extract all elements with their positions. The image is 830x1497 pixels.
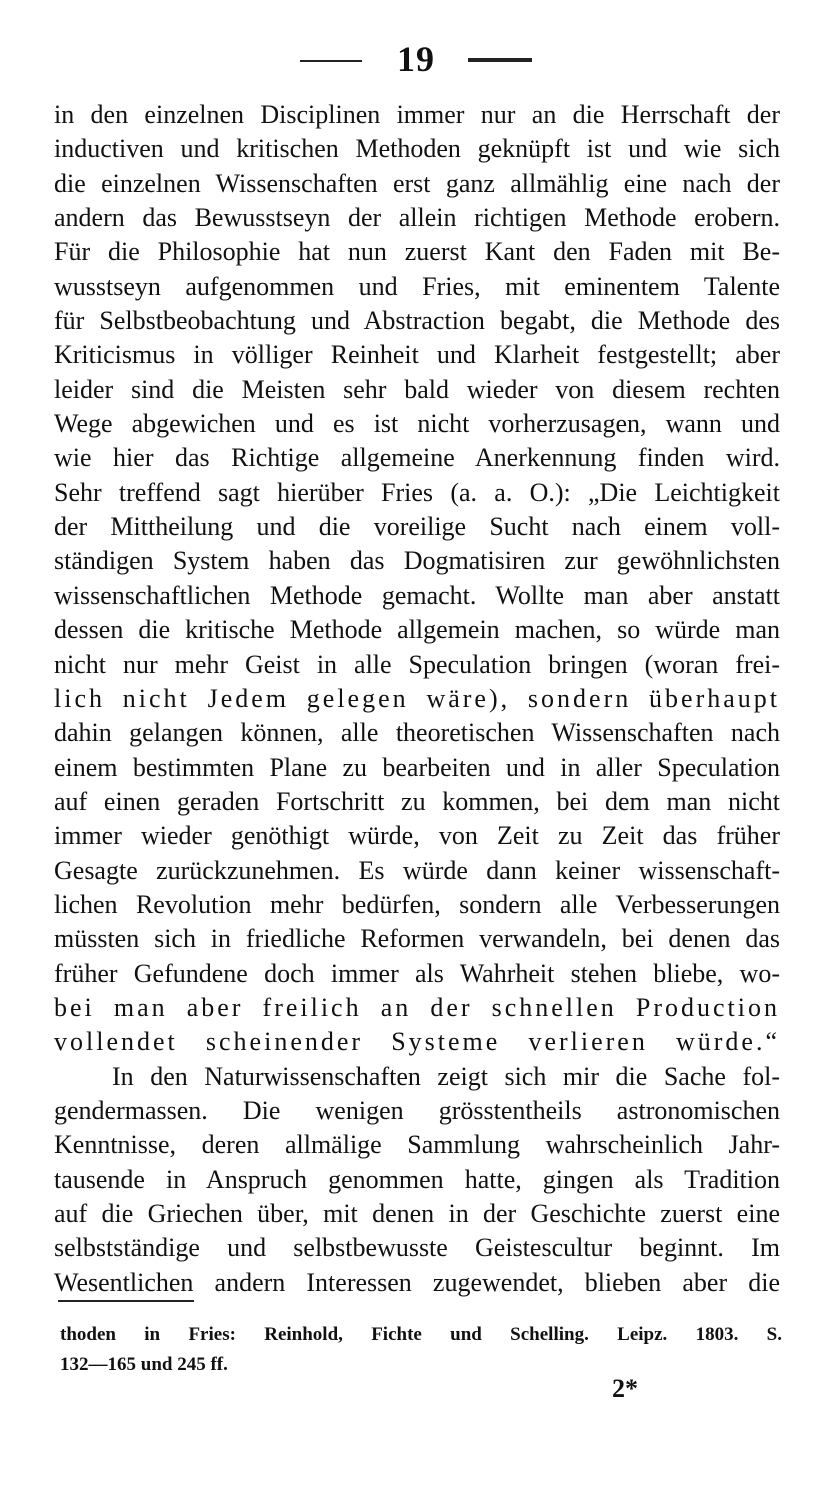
text-line: Kenntnisse, deren allmälige Sammlung wahrscheinlich Jahr- [54, 1130, 780, 1160]
footnote [60, 1320, 782, 1380]
text-line: lich nicht Jedem gelegen wäre), sondern überhaupt [54, 683, 780, 713]
text-line: inductiven und kritischen Methoden geknüpft ist und wie sich [54, 134, 780, 164]
footnote-line: 132—165 und 245 ff. [60, 1354, 228, 1375]
text-line: Kriticismus in völliger Reinheit und Klarheit festgestellt; aber [54, 340, 780, 370]
text-line: auf die Griechen über, mit denen in der Geschichte zuerst eine [54, 1199, 780, 1228]
text-line: selbstständige und selbstbewusste Geistescultur beginnt. Im [54, 1233, 780, 1263]
text-line: früher Gefundene doch immer als Wahrheit stehen bliebe, wo- [54, 958, 780, 988]
page-number: 19 [397, 39, 435, 79]
text-line: dessen die kritische Methode allgemein machen, so würde man [54, 615, 780, 645]
body-text [54, 98, 780, 1300]
text-line: Sehr treffend sagt hierüber Fries (a. a. O.): „Die Leichtigkeit [54, 477, 780, 507]
text-line: Gesagte zurückzunehmen. Es würde dann keiner wissenschaft- [54, 855, 780, 885]
header-rule-right [468, 58, 532, 62]
text-line: einem bestimmten Plane zu bearbeiten und in aller Speculation [54, 752, 780, 782]
text-line: bei man aber freilich an der schnellen Production [54, 992, 780, 1022]
text-line: immer wieder genöthigt würde, von Zeit zu Zeit das früher [54, 821, 780, 851]
signature-mark: 2* [612, 1374, 638, 1403]
text-line: andern das Bewusstseyn der allein richtigen Methode erobern. [54, 203, 780, 233]
footnote-line: thoden in Fries: Reinhold, Fichte und Schelling. Leipz. 1803. S. [60, 1324, 782, 1345]
text-line: Für die Philosophie hat nun zuerst Kant den Faden mit Be- [54, 237, 780, 267]
text-line: für Selbstbeobachtung und Abstraction begabt, die Methode des [54, 306, 780, 336]
header-rule-left [300, 60, 362, 62]
page-header [0, 36, 830, 86]
text-line: Wege abgewichen und es ist nicht vorherzusagen, wann und [54, 409, 780, 439]
text-line: der Mittheilung und die voreilige Sucht nach einem voll- [54, 512, 780, 542]
text-line: die einzelnen Wissenschaften erst ganz allmählig eine nach der [54, 168, 780, 198]
text-line: leider sind die Meisten sehr bald wieder von diesem rechten [54, 374, 780, 404]
text-line: auf einen geraden Fortschritt zu kommen, bei dem man nicht [54, 786, 780, 816]
text-line: ständigen System haben das Dogmatisiren zur gewöhnlichsten [54, 546, 780, 576]
text-line: müssten sich in friedliche Reformen verwandeln, bei denen das [54, 924, 780, 954]
paragraph-start-line: In den Naturwissenschaften zeigt sich mir die Sache fol- [112, 1061, 780, 1091]
text-line: wissenschaftlichen Methode gemacht. Wollte man aber anstatt [54, 580, 780, 610]
text-line: Wesentlichen andern Interessen zugewendet, blieben aber die [54, 1267, 780, 1297]
text-line: gendermassen. Die wenigen grösstentheils astronomischen [54, 1095, 780, 1125]
footnote-separator [58, 1300, 194, 1302]
text-line: lichen Revolution mehr bedürfen, sondern alle Verbesserungen [54, 889, 780, 919]
text-line: dahin gelangen können, alle theoretischen Wissenschaften nach [54, 718, 780, 748]
text-line: vollendet scheinender Systeme verlieren würde.“ [54, 1027, 780, 1057]
text-line: tausende in Anspruch genommen hatte, gingen als Tradition [54, 1164, 780, 1194]
text-line: nicht nur mehr Geist in alle Speculation bringen (woran frei- [54, 649, 780, 679]
text-line: wie hier das Richtige allgemeine Anerkennung finden wird. [54, 443, 780, 473]
text-line: in den einzelnen Disciplinen immer nur an die Herrschaft der [54, 100, 780, 129]
text-line: wusstseyn aufgenommen und Fries, mit eminentem Talente [54, 271, 780, 301]
